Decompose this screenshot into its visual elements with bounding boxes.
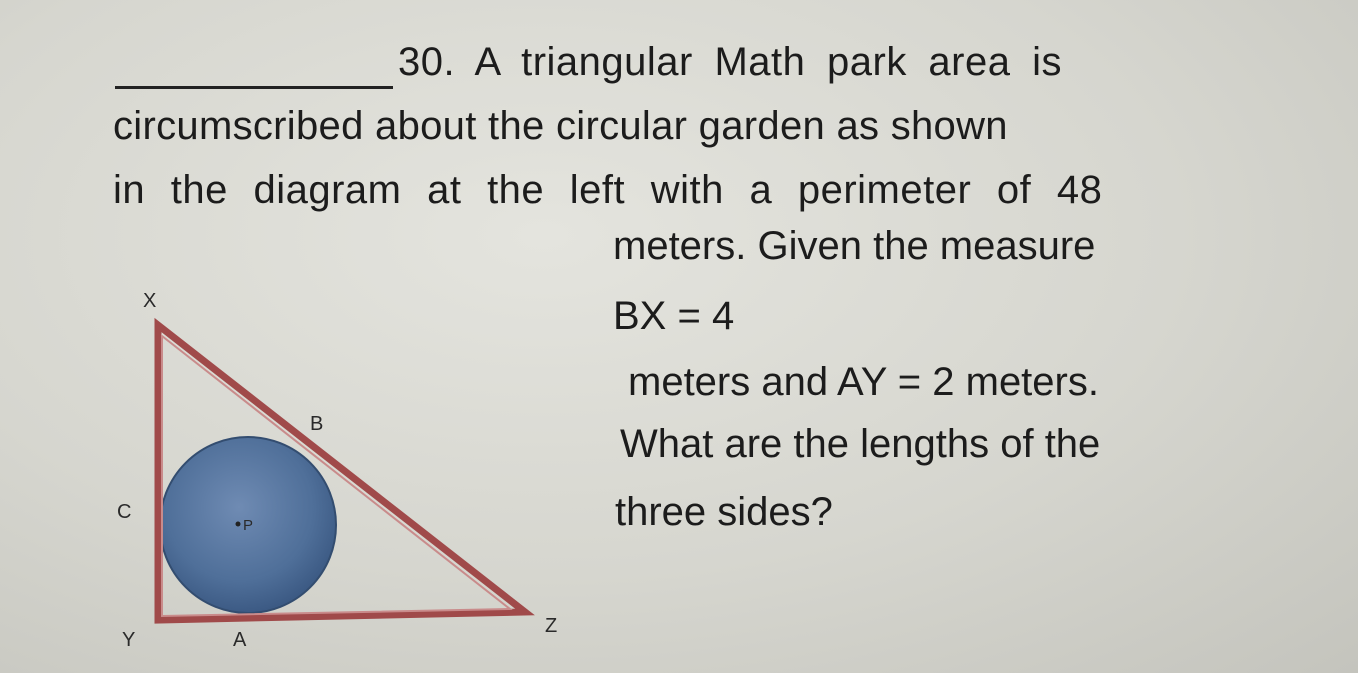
diagram-svg (100, 280, 600, 660)
answer-blank-line[interactable] (115, 86, 393, 89)
question-line-8: three sides? (615, 490, 833, 534)
given-measure-bx: BX = 4 (613, 294, 735, 338)
label-x: X (143, 290, 157, 312)
question-line-3: in the diagram at the left with a perimeter of 48 (113, 168, 1103, 212)
label-y: Y (122, 629, 136, 651)
label-a: A (233, 629, 247, 651)
question-line-7: What are the lengths of the (620, 422, 1101, 466)
label-c: C (117, 501, 132, 523)
label-b: B (310, 413, 324, 435)
label-p: P (243, 517, 254, 534)
center-point-p (236, 522, 241, 527)
label-z: Z (545, 615, 558, 637)
question-line-4: meters. Given the measure (613, 224, 1096, 268)
triangle-incircle-diagram (100, 280, 600, 660)
question-line-2: circumscribed about the circular garden as shown (113, 104, 1008, 148)
given-measure-ay: meters and AY = 2 meters. (628, 360, 1099, 404)
question-line-1: 30. A triangular Math park area is (398, 40, 1062, 84)
